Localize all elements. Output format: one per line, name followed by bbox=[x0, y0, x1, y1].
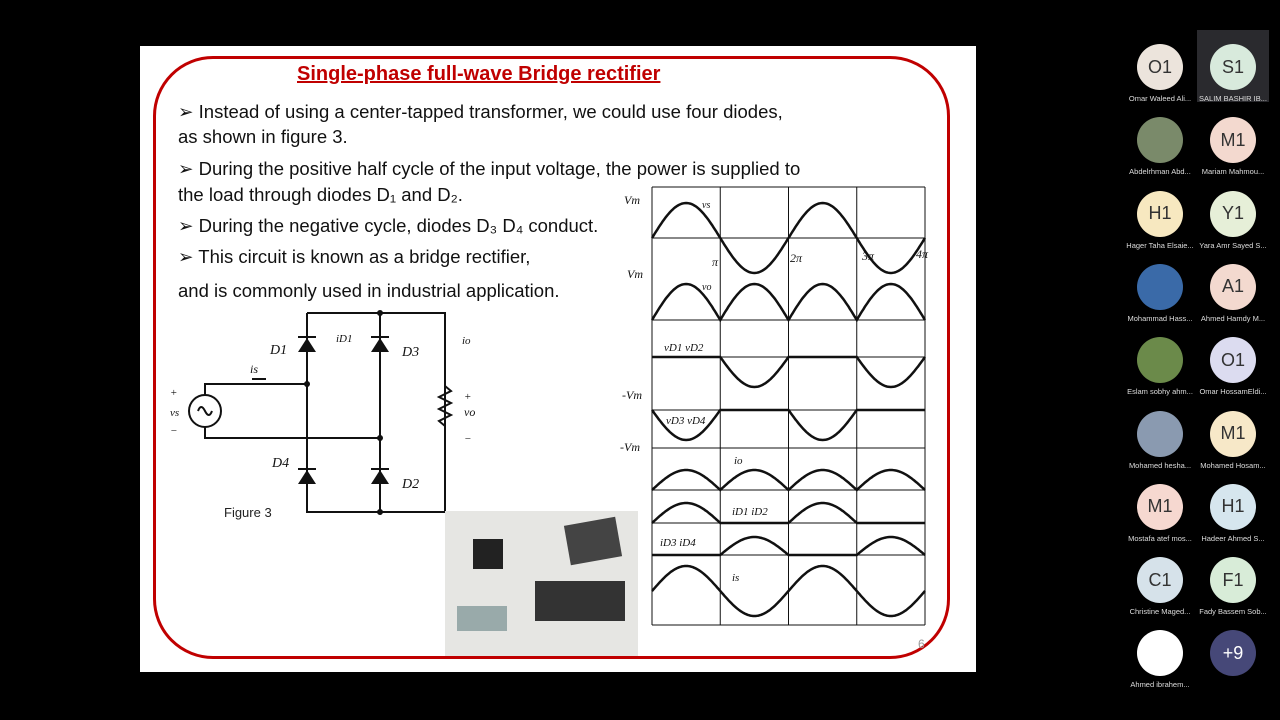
participant-name: Mariam Mahmou... bbox=[1201, 167, 1265, 177]
participant-name: Hadeer Ahmed S... bbox=[1201, 533, 1265, 543]
wave-label: io bbox=[734, 455, 743, 467]
bullet-text: as shown in figure 3. bbox=[178, 126, 348, 147]
bullet-text: and is commonly used in industrial application. bbox=[178, 280, 560, 301]
minus-sign: − bbox=[170, 425, 178, 437]
participant-tile[interactable] bbox=[1197, 397, 1269, 469]
wave-label: is bbox=[732, 572, 740, 584]
participant-name: Hager Taha Elsaie... bbox=[1126, 240, 1194, 250]
bullet-text: the load through diodes D₁ and D₂. bbox=[178, 184, 463, 205]
participant-avatar: O1 bbox=[1210, 337, 1256, 383]
participant-tile[interactable] bbox=[1124, 397, 1196, 469]
participant-name: Christine Maged... bbox=[1129, 607, 1191, 617]
wave-label: Vm bbox=[627, 267, 643, 281]
wave-label: 2π bbox=[790, 251, 803, 265]
participant-name: Mohammad Hass... bbox=[1127, 313, 1193, 323]
participant-name: Mohamed Hosam... bbox=[1200, 460, 1266, 470]
participant-avatar: S1 bbox=[1210, 44, 1256, 90]
participant-avatar: F1 bbox=[1210, 557, 1256, 603]
wave-label: iD3 iD4 bbox=[660, 537, 696, 549]
participant-avatar: M1 bbox=[1137, 484, 1183, 530]
participant-name: SALIM BASHIR IB... bbox=[1199, 94, 1267, 103]
bullet-text: ➢ This circuit is known as a bridge rectifier, bbox=[178, 246, 531, 267]
participant-tile[interactable] bbox=[1197, 323, 1269, 395]
bullet-text: ➢ During the negative cycle, diodes D₃ D₄ conduct. bbox=[178, 215, 599, 236]
figure-caption: Figure 3 bbox=[224, 505, 272, 520]
bridge-rectifier-photo bbox=[445, 511, 638, 656]
participant-tile[interactable] bbox=[1124, 177, 1196, 249]
slide-title: Single-phase full-wave Bridge rectifier bbox=[297, 63, 661, 85]
participant-name: Eslam sobhy ahm... bbox=[1127, 387, 1193, 397]
participant-avatar: A1 bbox=[1210, 264, 1256, 310]
participant-tile[interactable] bbox=[1197, 250, 1269, 322]
wave-label: iD1 iD2 bbox=[732, 506, 768, 518]
page-number: 6 bbox=[918, 637, 925, 651]
participant-tile[interactable] bbox=[1124, 470, 1196, 542]
presentation-slide bbox=[140, 46, 976, 672]
label-vo: vo bbox=[464, 405, 476, 419]
wave-label: -Vm bbox=[620, 440, 640, 454]
more-participants-button[interactable]: +9 bbox=[1210, 630, 1256, 676]
participant-tile[interactable] bbox=[1124, 616, 1196, 688]
participant-tile[interactable] bbox=[1124, 323, 1196, 395]
participant-name: Abdelrhman Abd... bbox=[1129, 167, 1191, 177]
participant-avatar bbox=[1137, 264, 1183, 310]
bullet-text: ➢ During the positive half cycle of the input voltage, the power is supplied to bbox=[178, 158, 801, 179]
participant-tile[interactable] bbox=[1197, 30, 1269, 102]
label-vs: vs bbox=[170, 407, 180, 419]
plus-sign: + bbox=[170, 387, 178, 399]
participant-avatar: M1 bbox=[1210, 411, 1256, 457]
wave-label: π bbox=[712, 255, 719, 269]
participant-avatar bbox=[1137, 411, 1183, 457]
participant-name: Ahmed Hamdy M... bbox=[1200, 313, 1266, 323]
participant-tile[interactable] bbox=[1124, 250, 1196, 322]
wave-label: vD1 vD2 bbox=[664, 342, 704, 354]
label-d2: D2 bbox=[402, 477, 420, 492]
participant-tile[interactable] bbox=[1124, 30, 1196, 102]
participant-tile[interactable] bbox=[1197, 616, 1269, 688]
participant-tile[interactable] bbox=[1124, 103, 1196, 175]
participant-avatar: H1 bbox=[1210, 484, 1256, 530]
participant-tile[interactable] bbox=[1197, 470, 1269, 542]
wave-label: vD3 vD4 bbox=[666, 415, 706, 427]
label-d4: D4 bbox=[272, 456, 290, 471]
wave-label: 3π bbox=[862, 249, 875, 263]
participant-tile[interactable] bbox=[1124, 543, 1196, 615]
wave-label: 4π bbox=[916, 247, 929, 261]
participant-tile[interactable] bbox=[1197, 543, 1269, 615]
participant-avatar: O1 bbox=[1137, 44, 1183, 90]
participant-name: Fady Bassem Sob... bbox=[1199, 607, 1267, 617]
participant-name: Yara Amr Sayed S... bbox=[1199, 240, 1267, 250]
participant-avatar bbox=[1137, 117, 1183, 163]
participant-name: Omar Waleed Ali... bbox=[1128, 94, 1192, 103]
plus-sign: + bbox=[464, 391, 472, 403]
wave-label: Vm bbox=[624, 193, 640, 207]
participant-avatar bbox=[1137, 337, 1183, 383]
participant-avatar: C1 bbox=[1137, 557, 1183, 603]
participant-name: Mohamed hesha... bbox=[1128, 460, 1192, 470]
waveform-grid bbox=[652, 187, 925, 625]
minus-sign: − bbox=[464, 433, 472, 445]
participant-name: Ahmed ibrahem... bbox=[1130, 680, 1190, 690]
label-is: is bbox=[250, 362, 259, 376]
participant-name: Omar HossamEldi... bbox=[1199, 387, 1267, 397]
participant-avatar bbox=[1137, 630, 1183, 676]
participant-name: Mostafa atef mos... bbox=[1128, 533, 1192, 543]
label-id: iD1 bbox=[336, 333, 353, 345]
participant-tile[interactable] bbox=[1197, 177, 1269, 249]
label-d3: D3 bbox=[402, 345, 420, 360]
participant-avatar: Y1 bbox=[1210, 191, 1256, 237]
wave-label: -Vm bbox=[622, 388, 642, 402]
label-d1: D1 bbox=[270, 343, 288, 358]
participant-avatar: H1 bbox=[1137, 191, 1183, 237]
wave-label: vo bbox=[702, 282, 712, 293]
participant-avatar: M1 bbox=[1210, 117, 1256, 163]
label-io: io bbox=[462, 335, 471, 347]
wave-label: vs bbox=[702, 200, 711, 211]
bullet-text: ➢ Instead of using a center-tapped transformer, we could use four diodes, bbox=[178, 101, 783, 122]
participant-tile[interactable] bbox=[1197, 103, 1269, 175]
